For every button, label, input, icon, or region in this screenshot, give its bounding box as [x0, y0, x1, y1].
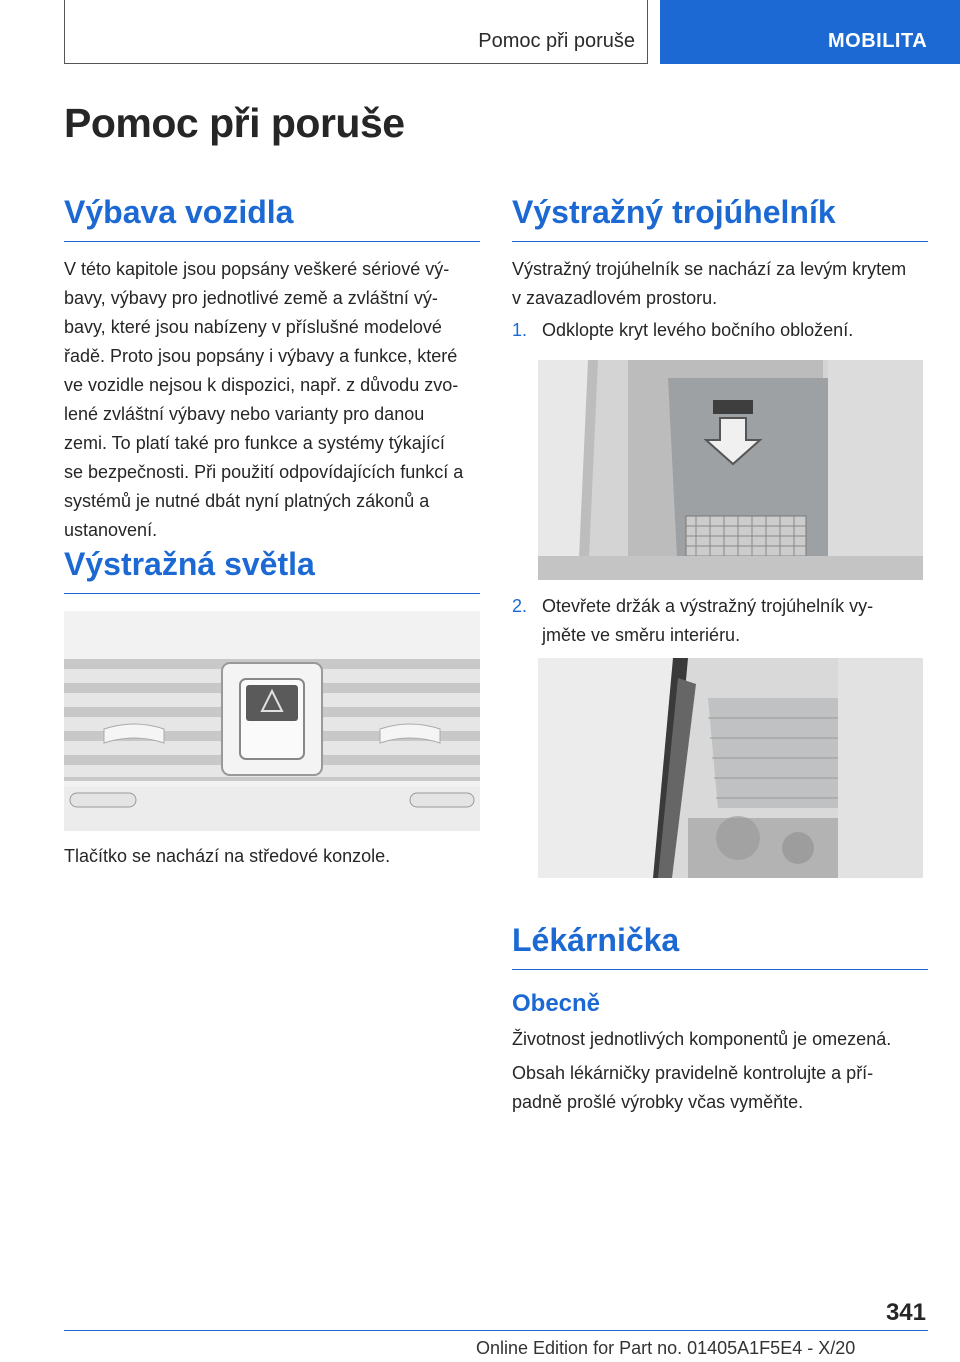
heading-vybava-vozidla: Výbava vozidla	[64, 194, 480, 242]
triangle-holder-image	[538, 658, 923, 878]
chapter-tab[interactable]	[660, 0, 960, 64]
page-number: 341	[885, 1299, 926, 1326]
vybava-paragraph: V této kapitole jsou popsány veškeré sériové vý- bavy, výbavy pro jednotlivé země a zvláštní vý- bavy, které jsou nabízeny v příslušné modelové řadě. Proto jsou popsány i výbavy a funkce, které ve vozidle nejsou k dispozici, např. z důvodu zvo- lené zvláštní výbavy nebo varianty pro danou zemi. To platí také pro funkce a systémy týkající se bezpečnosti. Při použití odpovídajících funkcí a systémů je nutné dbát nyní platných zákonů a ustanovení.	[64, 259, 464, 540]
lekarnicka-paragraph-1: Životnost jednotlivých komponentů je omezená.	[512, 1029, 892, 1049]
heading-vystrazny-trojuhelnik: Výstražný trojúhelník	[512, 194, 928, 242]
heading-vystrazna-svetla: Výstražná světla	[64, 546, 480, 594]
header-section-title: Pomoc při poruše	[478, 30, 635, 52]
step-1-number: 1.	[512, 320, 528, 340]
heading-lekarnicka: Lékárnička	[512, 922, 928, 970]
subheading-obecne: Obecně	[512, 990, 601, 1017]
chapter-tab-label: MOBILITA	[828, 30, 928, 52]
side-trim-cover-image	[538, 360, 923, 580]
page-title: Pomoc při poruše	[64, 100, 405, 146]
step-2	[512, 592, 932, 652]
footer-divider	[64, 1330, 928, 1331]
hazard-caption: Tlačítko se nachází na středové konzole.	[64, 846, 391, 866]
step-2-text: Otevřete držák a výstražný trojúhelník vy- jměte ve směru interiéru.	[542, 596, 874, 645]
trojuhelnik-intro: Výstražný trojúhelník se nachází za levým krytem v zavazadlovém prostoru.	[512, 259, 907, 308]
step-1-text: Odklopte kryt levého bočního obložení.	[542, 320, 854, 340]
footer-edition: Online Edition for Part no. 01405A1F5E4 - X/20	[476, 1338, 856, 1358]
lekarnicka-paragraph-2: Obsah lékárničky pravidelně kontrolujte a pří- padně prošlé výrobky včas vyměňte.	[512, 1063, 874, 1112]
step-1	[512, 316, 932, 346]
header-section-box	[64, 0, 648, 64]
hazard-button-image	[64, 611, 480, 831]
step-2-number: 2.	[512, 596, 528, 616]
